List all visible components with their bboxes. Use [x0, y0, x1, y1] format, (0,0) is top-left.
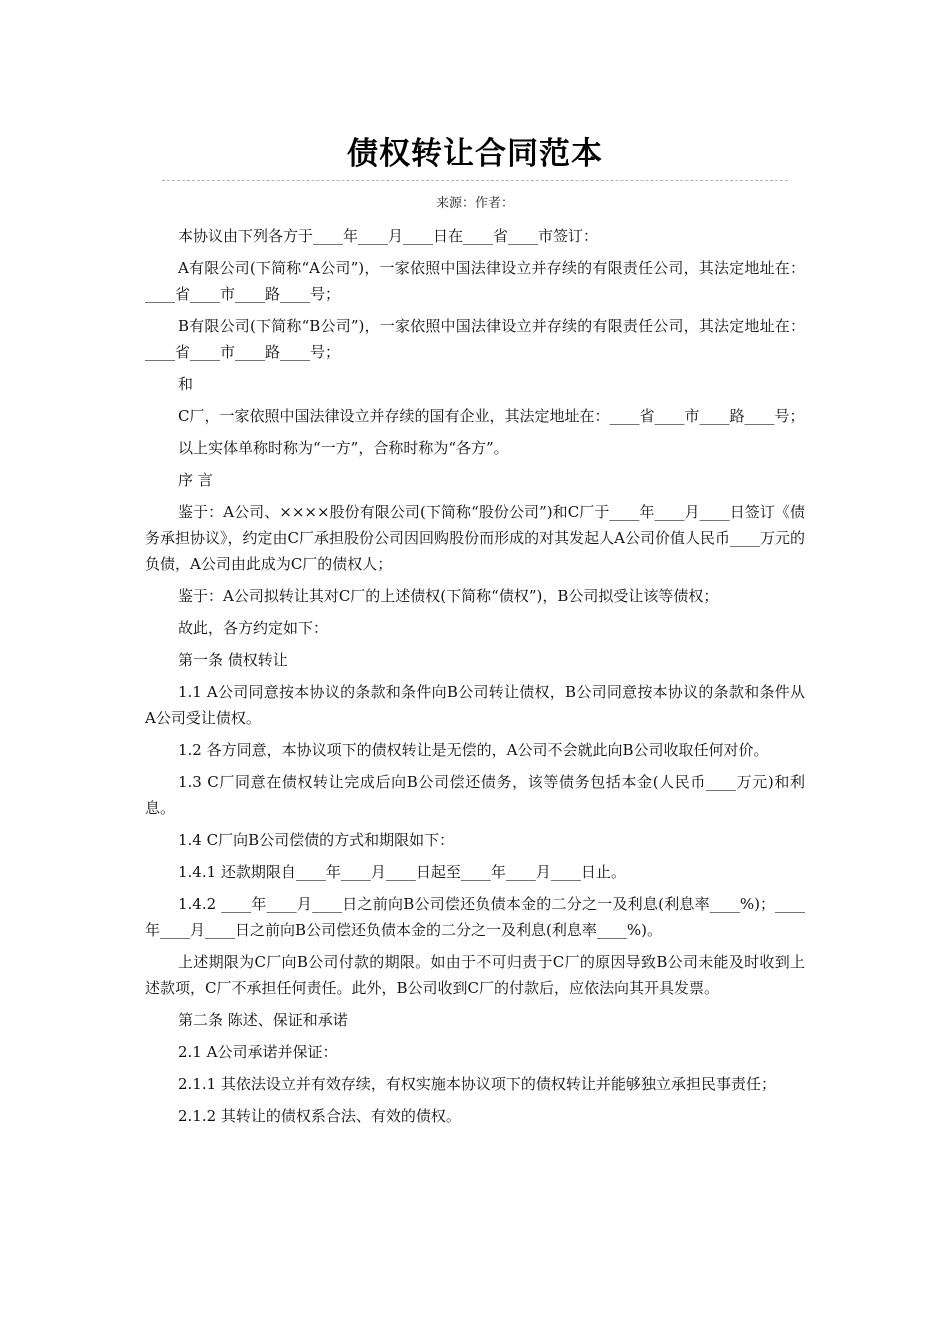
- heading-article-1: 第一条 债权转让: [178, 651, 288, 669]
- document-body: [145, 223, 805, 1135]
- paragraph-therefore: 故此，各方约定如下：: [178, 619, 329, 637]
- paragraph-party-a: A有限公司(下简称“A公司”)，一家依照中国法律设立并存续的有限责任公司，其法定地址在：____省____市____路____号；: [145, 259, 805, 303]
- clause-1-4-2: 1.4.2 ____年____月____日之前向B公司偿还负债本金的二分之一及利息(利息率____%)；____年____月____日之前向B公司偿还负债本金的二分之一及利息(利息率____%)。: [145, 895, 805, 939]
- clause-1-4: 1.4 C厂向B公司偿债的方式和期限如下：: [178, 831, 455, 849]
- clause-2-1-1: 2.1.1 其依法设立并有效存续，有权实施本协议项下的债权转让并能够独立承担民事责任；: [178, 1075, 776, 1093]
- clause-1-3: 1.3 C厂同意在债权转让完成后向B公司偿还债务，该等债务包括本金(人民币____万元)和利息。: [145, 773, 805, 817]
- paragraph-whereas-2: 鉴于：A公司拟转让其对C厂的上述债权(下简称“债权”)，B公司拟受让该等债权；: [178, 587, 719, 605]
- paragraph-definitions: 以上实体单称时称为“一方”，合称时称为“各方”。: [178, 439, 509, 457]
- paragraph-party-c: C厂，一家依照中国法律设立并存续的国有企业，其法定地址在：____省____市____路____号；: [178, 407, 805, 425]
- title-divider: [162, 180, 788, 181]
- paragraph-whereas-1: 鉴于：A公司、××××股份有限公司(下简称“股份公司”)和C厂于____年____月____日签订《债务承担协议》，约定由C厂承担股份公司因回购股份而形成的对其发起人A公司价值人民币____万元的负债，A公司由此成为C厂的债权人；: [145, 503, 805, 573]
- paragraph-and: 和: [178, 375, 194, 393]
- clause-1-4-1: 1.4.1 还款期限自____年____月____日起至____年____月____日止。: [178, 863, 626, 881]
- clause-2-1: 2.1 A公司承诺并保证：: [178, 1043, 338, 1061]
- paragraph-payment-terms: 上述期限为C厂向B公司付款的期限。如由于不可归责于C厂的原因导致B公司未能及时收到上述款项，C厂不承担任何责任。此外，B公司收到C厂的付款后，应依法向其开具发票。: [145, 953, 805, 997]
- source-line: 来源：作者：: [435, 196, 514, 211]
- clause-2-1-2: 2.1.2 其转让的债权系合法、有效的债权。: [178, 1107, 461, 1125]
- document-title: 债权转让合同范本: [347, 136, 603, 172]
- clause-1-1: 1.1 A公司同意按本协议的条款和条件向B公司转让债权，B公司同意按本协议的条款和条件从A公司受让债权。: [145, 683, 805, 727]
- paragraph-party-b: B有限公司(下简称“B公司”)，一家依照中国法律设立并存续的有限责任公司，其法定地址在：____省____市____路____号；: [145, 317, 805, 361]
- heading-article-2: 第二条 陈述、保证和承诺: [178, 1011, 348, 1029]
- paragraph-signing: 本协议由下列各方于____年____月____日在____省____市签订：: [178, 227, 599, 245]
- heading-preamble: 序 言: [178, 471, 213, 489]
- clause-1-2: 1.2 各方同意，本协议项下的债权转让是无偿的，A公司不会就此向B公司收取任何对价。: [178, 741, 769, 759]
